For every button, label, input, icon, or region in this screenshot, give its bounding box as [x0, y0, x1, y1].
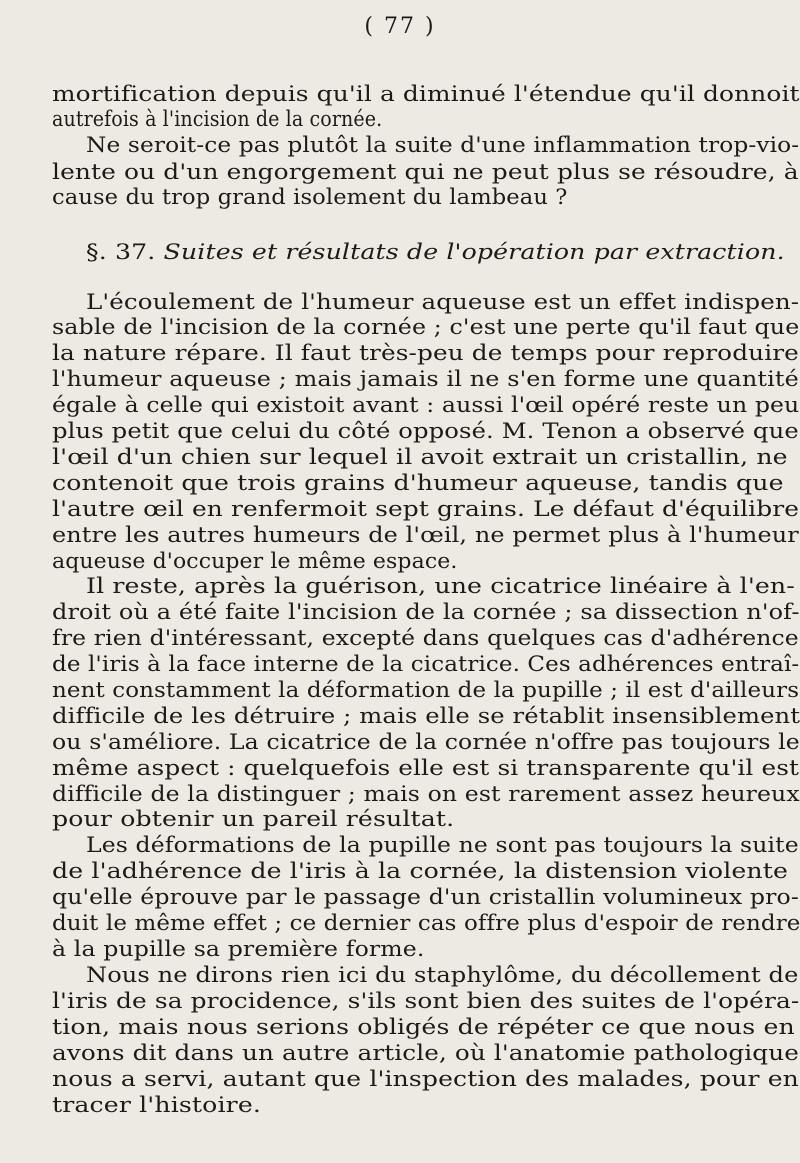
text-line: Ne seroit-ce pas plutôt la suite d'une inflammation trop-vio-: [86, 133, 800, 157]
text-line: ou s'améliore. La cicatrice de la cornée n'offre pas toujours le: [52, 730, 800, 754]
text-line: Les déformations de la pupille ne sont pas toujours la suite: [86, 833, 799, 857]
text-line: l'humeur aqueuse ; mais jamais il ne s'en forme une quantité: [52, 367, 799, 391]
text-line: tracer l'histoire.: [52, 1093, 261, 1117]
text-line: avons dit dans un autre article, où l'anatomie pathologique: [52, 1041, 799, 1065]
text-line: contenoit que trois grains d'humeur aqueuse, tandis que: [52, 471, 784, 495]
text-line: L'écoulement de l'humeur aqueuse est un effet indispen-: [86, 290, 800, 314]
text-line: cause du trop grand isolement du lambeau ?: [52, 185, 568, 209]
text-line: plus petit que celui du côté opposé. M. Tenon a observé que: [52, 419, 799, 443]
text-line: qu'elle éprouve par le passage d'un cristallin volumineux pro-: [52, 885, 799, 909]
text-line: aqueuse d'occuper le même espace.: [52, 549, 458, 573]
text-line: même aspect : quelquefois elle est si transparente qu'il est: [52, 756, 800, 780]
text-line: duit le même effet ; ce dernier cas offre plus d'espoir de rendre: [52, 911, 800, 935]
text-line: sable de l'incision de la cornée ; c'est une perte qu'il faut que: [52, 315, 800, 339]
page-number: ( 77 ): [364, 14, 436, 39]
text-line: pour obtenir un pareil résultat.: [52, 807, 455, 831]
text-line: lente ou d'un engorgement qui ne peut plus se résoudre, à: [52, 160, 799, 184]
text-line: de l'adhérence de l'iris à la cornée, la distension violente: [52, 859, 789, 883]
text-line: nent constamment la déformation de la pupille ; il est d'ailleurs: [52, 678, 800, 702]
text-line: nous a servi, autant que l'inspection des malades, pour en: [52, 1067, 799, 1091]
text-line: égale à celle qui existoit avant : aussi l'œil opéré reste un peu: [52, 393, 800, 417]
text-line: à la pupille sa première forme.: [52, 937, 425, 961]
text-line: entre les autres humeurs de l'œil, ne permet plus à l'humeur: [52, 523, 799, 547]
text-line: la nature répare. Il faut très-peu de temps pour reproduire: [52, 341, 799, 365]
text-line: difficile de la distinguer ; mais on est rarement assez heureux: [52, 782, 800, 806]
text-line: l'œil d'un chien sur lequel il avoit extrait un cristallin, ne: [52, 445, 788, 469]
section-heading: §. 37. Suites et résultats de l'opération par extraction.: [86, 240, 785, 264]
text-line: l'autre œil en renfermoit sept grains. Le défaut d'équilibre: [52, 497, 800, 521]
text-line: autrefois à l'incision de la cornée.: [52, 107, 383, 131]
text-line: difficile de les détruire ; mais elle se rétablit insensiblement: [52, 704, 800, 728]
text-line: mortification depuis qu'il a diminué l'étendue qu'il donnoit: [52, 82, 800, 106]
text-line: l'iris de sa procidence, s'ils sont bien des suites de l'opéra-: [52, 989, 800, 1013]
text-line: tion, mais nous serions obligés de répéter ce que nous en: [52, 1015, 795, 1039]
text-line: droit où a été faite l'incision de la cornée ; sa dissection n'of-: [52, 600, 800, 624]
text-line: de l'iris à la face interne de la cicatrice. Ces adhérences entraî-: [52, 652, 800, 676]
text-line: Nous ne dirons rien ici du staphylôme, du décollement de: [86, 963, 799, 987]
text-line: fre rien d'intéressant, excepté dans quelques cas d'adhérence: [52, 626, 799, 650]
text-line: Il reste, après la guérison, une cicatrice linéaire à l'en-: [86, 574, 795, 598]
